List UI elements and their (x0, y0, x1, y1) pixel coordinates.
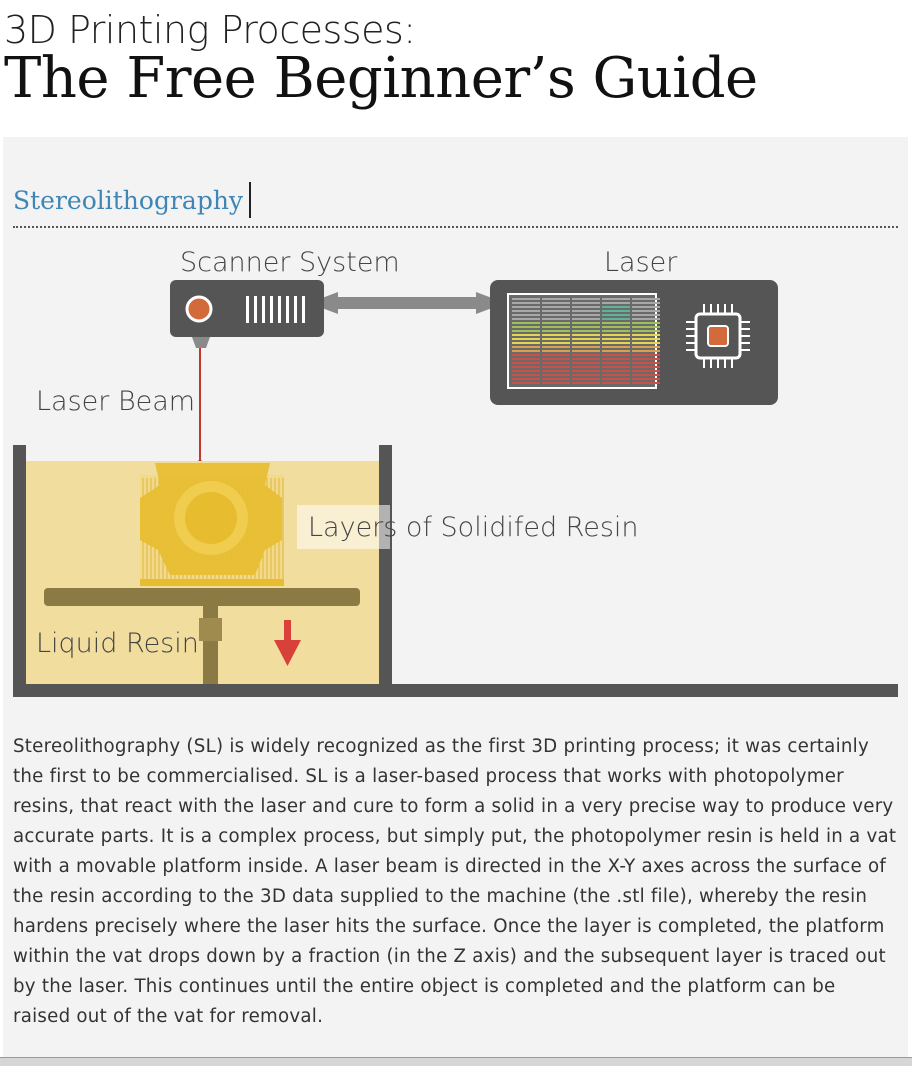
equalizer-segment (632, 354, 660, 356)
equalizer-segment (602, 346, 630, 348)
equalizer-segment (542, 350, 570, 352)
equalizer-segment (572, 298, 600, 300)
equalizer-segment (632, 362, 660, 364)
section-title: Stereolithography (13, 186, 244, 215)
laser-label: Laser (604, 247, 678, 278)
equalizer-segment (572, 342, 600, 344)
equalizer-segment (542, 382, 570, 384)
equalizer-segment (572, 350, 600, 352)
equalizer-segment (632, 322, 660, 324)
equalizer-segment (572, 346, 600, 348)
floor-line (13, 684, 898, 697)
equalizer-segment (512, 330, 540, 332)
connector-cable (322, 292, 492, 314)
equalizer-segment (602, 378, 630, 380)
equalizer-segment (602, 298, 630, 300)
equalizer-segment (632, 314, 660, 316)
page-title: The Free Beginner’s Guide (4, 46, 758, 111)
equalizer-segment (602, 310, 630, 312)
equalizer-segment (602, 326, 630, 328)
equalizer-segment (632, 302, 660, 304)
stereolithography-diagram (0, 230, 912, 700)
equalizer-segment (572, 338, 600, 340)
equalizer-segment (542, 338, 570, 340)
equalizer-segment (572, 382, 600, 384)
equalizer-segment (632, 330, 660, 332)
equalizer-segment (512, 302, 540, 304)
equalizer-segment (572, 310, 600, 312)
equalizer-segment (512, 342, 540, 344)
equalizer-segment (602, 322, 630, 324)
equalizer-segment (572, 302, 600, 304)
equalizer-segment (632, 318, 660, 320)
description-paragraph: Stereolithography (SL) is widely recognized as the first 3D printing process; it was certainly the first to be commercialised. SL is a laser-based process that works with photopolymer resins, that react with the laser and cure to form a solid in a very precise way to produce very accurate parts. It is a complex process, but simply put, the photopolymer resin is held in a vat with a movable platform inside. A laser beam is directed in the X-Y axes across the surface of the resin according to the 3D data supplied to the machine (the .stl file), whereby the resin hardens precisely where the laser hits the surface. Once the layer is completed, the platform within the vat drops down by a fraction (in the Z axis) and the subsequent layer is traced out by the laser. This continues until the entire object is completed and the platform can be raised out of the vat for removal. (13, 736, 897, 1027)
equalizer-segment (542, 354, 570, 356)
equalizer-segment (602, 306, 630, 308)
equalizer-segment (512, 306, 540, 308)
equalizer-segment (572, 306, 600, 308)
equalizer-segment (632, 326, 660, 328)
laser-unit (490, 280, 778, 405)
equalizer-segment (602, 302, 630, 304)
equalizer-segment (542, 378, 570, 380)
equalizer-segment (512, 382, 540, 384)
equalizer-segment (542, 314, 570, 316)
equalizer-segment (512, 374, 540, 376)
equalizer-segment (572, 330, 600, 332)
equalizer-segment (572, 362, 600, 364)
equalizer-segment (542, 362, 570, 364)
equalizer-segment (542, 330, 570, 332)
equalizer-segment (602, 354, 630, 356)
equalizer-segment (512, 358, 540, 360)
equalizer-segment (602, 362, 630, 364)
equalizer-segment (602, 350, 630, 352)
equalizer-segment (512, 350, 540, 352)
equalizer-segment (602, 338, 630, 340)
equalizer-segment (512, 354, 540, 356)
equalizer-segment (542, 302, 570, 304)
equalizer-segment (542, 326, 570, 328)
equalizer-segment (602, 342, 630, 344)
scanner-device (170, 280, 324, 348)
equalizer-segment (632, 306, 660, 308)
equalizer-segment (632, 366, 660, 368)
page-subtitle: 3D Printing Processes: (4, 8, 416, 52)
equalizer-segment (632, 382, 660, 384)
section-divider (13, 226, 898, 228)
equalizer-segment (572, 326, 600, 328)
equalizer-segment (542, 370, 570, 372)
equalizer-segment (602, 318, 630, 320)
equalizer-segment (602, 330, 630, 332)
equalizer-segment (572, 322, 600, 324)
equalizer-segment (572, 366, 600, 368)
equalizer-segment (512, 338, 540, 340)
equalizer-segment (632, 310, 660, 312)
equalizer-segment (572, 354, 600, 356)
equalizer-segment (512, 378, 540, 380)
text-cursor (249, 182, 251, 218)
equalizer-segment (632, 374, 660, 376)
equalizer-segment (632, 346, 660, 348)
equalizer-segment (602, 370, 630, 372)
equalizer-segment (542, 374, 570, 376)
equalizer-segment (632, 298, 660, 300)
equalizer-segment (542, 366, 570, 368)
equalizer-segment (602, 374, 630, 376)
laser-beam-label: Laser Beam (36, 386, 196, 417)
equalizer-segment (512, 322, 540, 324)
equalizer-segment (632, 358, 660, 360)
equalizer-segment (542, 310, 570, 312)
scanner-nozzle (192, 337, 210, 348)
laser-display (508, 294, 656, 388)
scanner-system-label: Scanner System (180, 247, 400, 278)
equalizer-segment (602, 382, 630, 384)
page-header (0, 0, 912, 135)
liquid-resin-label: Liquid Resin (36, 628, 199, 659)
equalizer-segment (602, 334, 630, 336)
gear-object (140, 463, 284, 586)
equalizer-segment (512, 370, 540, 372)
equalizer-segment (512, 298, 540, 300)
equalizer-segment (632, 334, 660, 336)
equalizer-segment (572, 358, 600, 360)
equalizer-segment (542, 318, 570, 320)
equalizer-segment (512, 334, 540, 336)
equalizer-segment (572, 378, 600, 380)
equalizer-segment (542, 334, 570, 336)
equalizer-segment (512, 366, 540, 368)
equalizer-segment (602, 366, 630, 368)
equalizer-segment (632, 338, 660, 340)
scanner-button-icon (187, 297, 211, 321)
equalizer-segment (632, 370, 660, 372)
equalizer-segment (512, 318, 540, 320)
equalizer-segment (542, 346, 570, 348)
equalizer-segment (632, 342, 660, 344)
equalizer-segment (542, 306, 570, 308)
layers-label: Layers of Solidifed Resin (308, 512, 639, 543)
equalizer-segment (572, 334, 600, 336)
equalizer-segment (602, 314, 630, 316)
equalizer-segment (602, 358, 630, 360)
equalizer-segment (542, 342, 570, 344)
equalizer-segment (632, 378, 660, 380)
equalizer-segment (572, 318, 600, 320)
equalizer-segment (572, 314, 600, 316)
equalizer-segment (512, 326, 540, 328)
equalizer-segment (542, 298, 570, 300)
equalizer-segment (512, 314, 540, 316)
equalizer-segment (512, 346, 540, 348)
equalizer-segment (632, 350, 660, 352)
equalizer-segment (512, 362, 540, 364)
equalizer-segment (572, 374, 600, 376)
equalizer-segment (512, 310, 540, 312)
description-text (13, 732, 898, 1032)
equalizer-segment (542, 358, 570, 360)
equalizer-segment (572, 370, 600, 372)
equalizer-segment (542, 322, 570, 324)
